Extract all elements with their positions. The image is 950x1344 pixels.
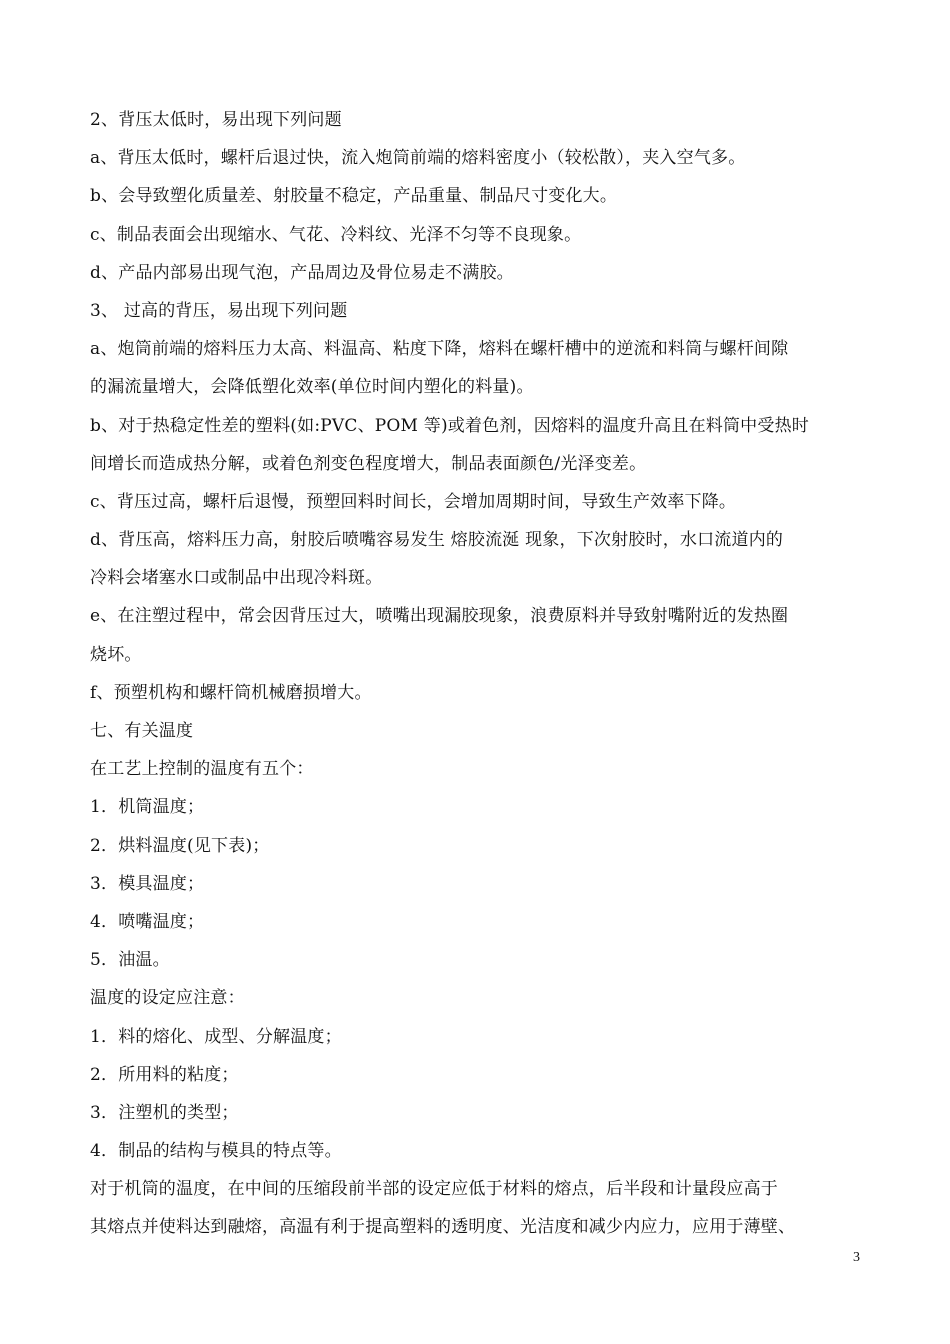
- list-item: 3．注塑机的类型；: [90, 1102, 239, 1123]
- text-line: 间增长而造成热分解，或着色剂变色程度增大，制品表面颜色/光泽变差。: [90, 453, 647, 474]
- text-line: e、在注塑过程中，常会因背压过大，喷嘴出现漏胶现象，浪费原料并导致射嘴附近的发热圈: [90, 606, 789, 627]
- text-line: 温度的设定应注意：: [90, 988, 245, 1009]
- list-item: 2．烘料温度(见下表)；: [90, 835, 270, 856]
- list-item: 3．模具温度；: [90, 873, 205, 894]
- list-item: 4．喷嘴温度；: [90, 911, 205, 932]
- text-line: a、炮筒前端的熔料压力太高、料温高、粘度下降，熔料在螺杆槽中的逆流和料筒与螺杆间隙: [90, 339, 789, 360]
- text-line: 其熔点并使料达到融熔，高温有利于提高塑料的透明度、光洁度和减少内应力，应用于薄壁、: [90, 1217, 796, 1238]
- list-item: 4．制品的结构与模具的特点等。: [90, 1141, 342, 1162]
- text-line: b、对于热稳定性差的塑料(如:PVC、POM 等)或着色剂，因熔料的温度升高且在料筒中受热时: [90, 415, 809, 436]
- section-heading: 七、有关温度: [90, 721, 194, 741]
- text-line: 的漏流量增大，会降低塑化效率(单位时间内塑化的料量)。: [90, 377, 534, 398]
- list-item: 1．机筒温度；: [90, 797, 205, 818]
- text-line: d、产品内部易出现气泡，产品周边及骨位易走不满胶。: [90, 262, 514, 283]
- text-line: b、会导致塑化质量差、射胶量不稳定，产品重量、制品尺寸变化大。: [90, 186, 618, 207]
- page-number: 3: [853, 1250, 860, 1265]
- list-item: 5．油温。: [90, 950, 170, 971]
- text-line: 烧坏。: [90, 644, 142, 665]
- text-line: d、背压高，熔料压力高，射胶后喷嘴容易发生 熔胶流涎 现象，下次射胶时，水口流道内的: [90, 530, 784, 551]
- text-line: 3、 过高的背压，易出现下列问题: [90, 300, 348, 321]
- text-line: 在工艺上控制的温度有五个：: [90, 759, 314, 780]
- text-line: a、背压太低时，螺杆后退过快，流入炮筒前端的熔料密度小（较松散），夹入空气多。: [90, 148, 746, 169]
- text-line: f、预塑机构和螺杆筒机械磨损增大。: [90, 682, 372, 703]
- text-line: 冷料会堵塞水口或制品中出现冷料斑。: [90, 568, 383, 589]
- text-line: 对于机筒的温度，在中间的压缩段前半部的设定应低于材料的熔点，后半段和计量段应高于: [90, 1179, 778, 1200]
- text-line: 2、背压太低时，易出现下列问题: [90, 110, 342, 130]
- document-body: [90, 101, 865, 1247]
- text-line: c、背压过高，螺杆后退慢，预塑回料时间长，会增加周期时间，导致生产效率下降。: [90, 491, 737, 512]
- list-item: 2．所用料的粘度；: [90, 1064, 239, 1085]
- list-item: 1．料的熔化、成型、分解温度；: [90, 1026, 342, 1047]
- text-line: c、制品表面会出现缩水、气花、冷料纹、光泽不匀等不良现象。: [90, 224, 582, 245]
